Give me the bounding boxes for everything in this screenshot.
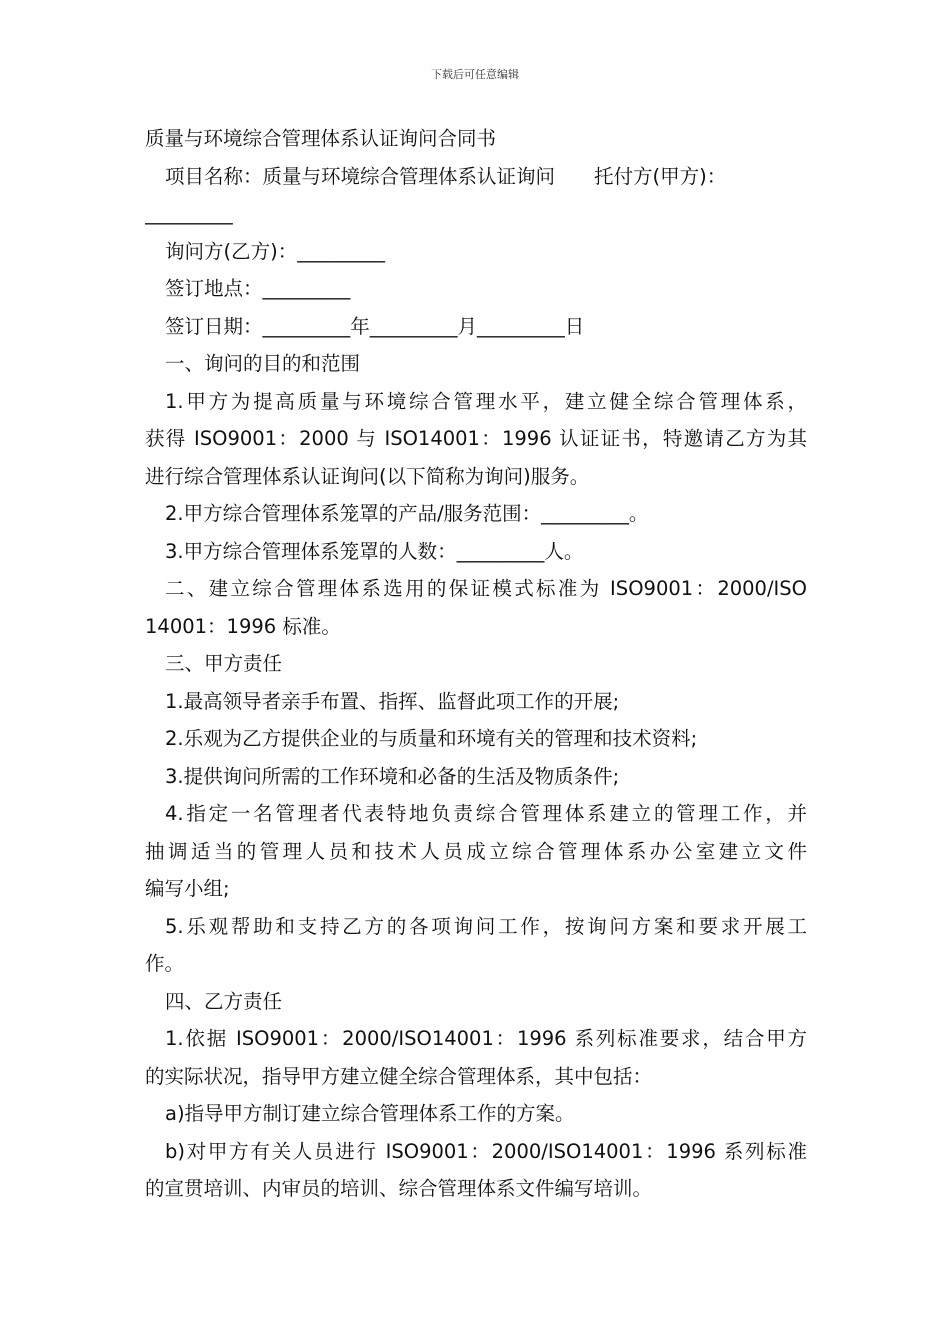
- document-line: 三、甲方责任: [165, 652, 283, 675]
- document-line: 获得 ISO9001：2000 与 ISO14001：1996 认证证书，特邀请乙方为其: [145, 427, 807, 450]
- document-line: 抽调适当的管理人员和技术人员成立综合管理体系办公室建立文件: [145, 839, 807, 863]
- document-line: 项目名称：质量与环境综合管理体系认证询问 托付方(甲方)：: [165, 164, 727, 188]
- document-line: 2.甲方综合管理体系笼罩的产品/服务范围：_________。: [165, 502, 649, 525]
- document-line: 4.指定一名管理者代表特地负责综合管理体系建立的管理工作，并: [165, 802, 807, 825]
- document-line: 询问方(乙方)：_________: [165, 239, 385, 263]
- document-line: 3.提供询问所需的工作环境和必备的生活及物质条件;: [165, 764, 620, 788]
- document-line: 1.甲方为提高质量与环境综合管理水平，建立健全综合管理体系，: [165, 389, 807, 413]
- document-line: 签订日期：_________年_________月_________日: [165, 314, 585, 338]
- document-line: 3.甲方综合管理体系笼罩的人数：_________人。: [165, 539, 584, 563]
- document-line: _________: [145, 202, 233, 225]
- document-line: 2.乐观为乙方提供企业的与质量和环境有关的管理和技术资料;: [165, 727, 698, 750]
- document-line: 5.乐观帮助和支持乙方的各项询问工作，按询问方案和要求开展工: [165, 914, 807, 938]
- document-line: 一、询问的目的和范围: [165, 352, 361, 375]
- document-line: 二、建立综合管理体系选用的保证模式标准为 ISO9001：2000/ISO: [165, 577, 807, 600]
- document-line: 编写小组;: [145, 877, 230, 900]
- document-line: 1.最高领导者亲手布置、指挥、监督此项工作的开展;: [165, 689, 620, 713]
- document-line: 1.依据 ISO9001：2000/ISO14001：1996 系列标准要求，结合甲方: [165, 1027, 807, 1050]
- document-line: a)指导甲方制订建立综合管理体系工作的方案。: [165, 1102, 575, 1125]
- document-line: 的宣贯培训、内审员的培训、综合管理体系文件编写培训。: [145, 1177, 653, 1200]
- document-body: [145, 120, 807, 1208]
- document-line: 签订地点：_________: [165, 277, 351, 300]
- document-line: 作。: [145, 952, 185, 975]
- document-line: 14001：1996 标准。: [145, 614, 341, 638]
- document-line: 四、乙方责任: [165, 989, 283, 1013]
- document-line: 的实际状况，指导甲方建立健全综合管理体系，其中包括：: [145, 1064, 653, 1088]
- document-title: 质量与环境综合管理体系认证询问合同书: [145, 127, 497, 150]
- document-line: b)对甲方有关人员进行 ISO9001：2000/ISO14001：1996 系列标准: [165, 1139, 807, 1163]
- page-header: 下载后可任意编辑: [431, 68, 519, 81]
- document-line: 进行综合管理体系认证询问(以下简称为询问)服务。: [145, 464, 590, 488]
